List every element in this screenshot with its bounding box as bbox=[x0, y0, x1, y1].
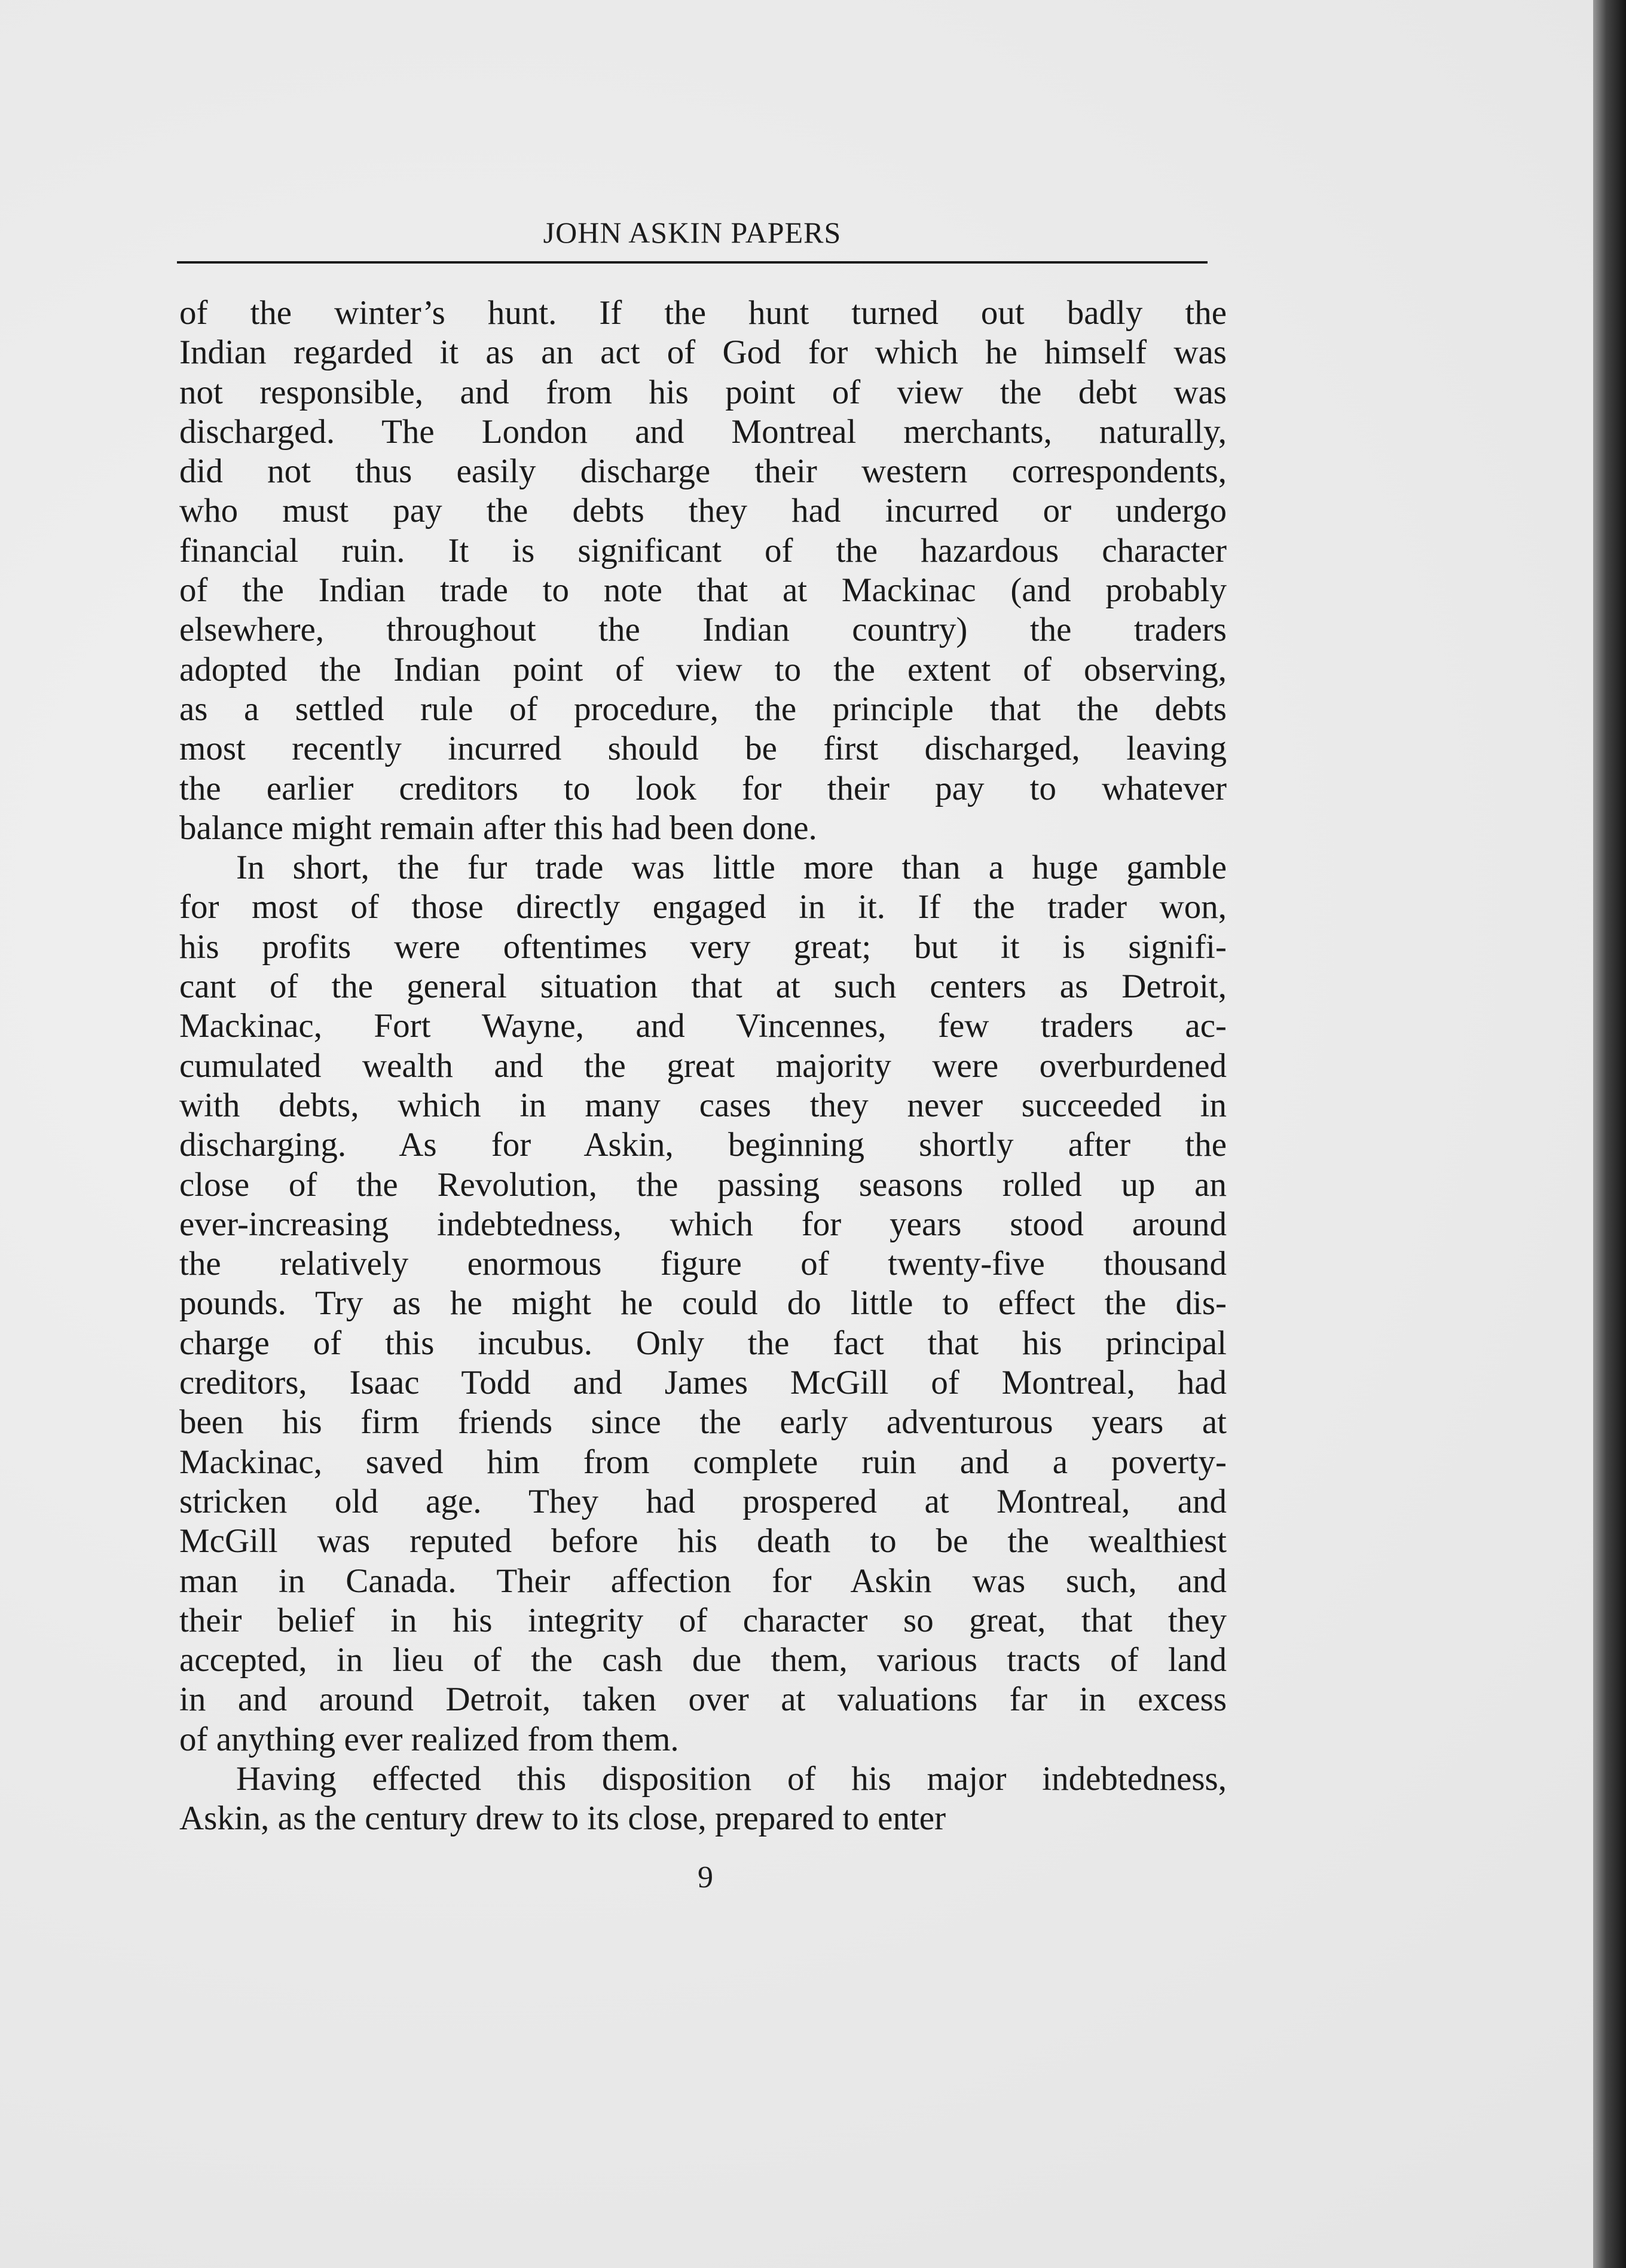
text-line: the relatively enormous figure of twenty-five thousand bbox=[179, 1245, 1227, 1283]
paragraph bbox=[179, 293, 1227, 848]
text-line: of anything ever realized from them. bbox=[179, 1720, 679, 1758]
text-line: discharging. As for Askin, beginning shortly after the bbox=[179, 1126, 1227, 1164]
text-line: adopted the Indian point of view to the extent of observing, bbox=[179, 650, 1227, 688]
text-line: been his firm friends since the early adventurous years at bbox=[179, 1403, 1227, 1441]
text-line: creditors, Isaac Todd and James McGill of Montreal, had bbox=[179, 1364, 1227, 1402]
text-line: elsewhere, throughout the Indian country) the traders bbox=[179, 611, 1227, 649]
text-line: their belief in his integrity of character so great, that they bbox=[179, 1601, 1227, 1639]
text-line: of the Indian trade to note that at Mackinac (and probably bbox=[179, 571, 1227, 610]
header-rule bbox=[177, 261, 1208, 264]
text-line: close of the Revolution, the passing seasons rolled up an bbox=[179, 1165, 1227, 1204]
text-line: in and around Detroit, taken over at valuations far in excess bbox=[179, 1681, 1227, 1719]
text-line: Mackinac, saved him from complete ruin and a poverty- bbox=[179, 1443, 1227, 1481]
text-line: of the winter’s hunt. If the hunt turned out badly the bbox=[179, 294, 1227, 332]
text-line: In short, the fur trade was little more than a huge gamble bbox=[236, 849, 1227, 887]
text-line: financial ruin. It is significant of the hazardous character bbox=[179, 531, 1227, 570]
text-line: who must pay the debts they had incurred or undergo bbox=[179, 492, 1227, 530]
text-line: ever-increasing indebtedness, which for years stood around bbox=[179, 1205, 1227, 1243]
page-number: 9 bbox=[698, 1860, 713, 1894]
text-line: for most of those directly engaged in it. If the trader won, bbox=[179, 888, 1227, 926]
running-head: JOHN ASKIN PAPERS bbox=[543, 216, 842, 249]
text-line: his profits were oftentimes very great; but it is signifi- bbox=[179, 928, 1227, 966]
paragraph bbox=[179, 848, 1227, 1759]
text-line: accepted, in lieu of the cash due them, various tracts of land bbox=[179, 1641, 1227, 1679]
page-edge-shadow bbox=[1593, 0, 1626, 2268]
text-line: as a settled rule of procedure, the principle that the debts bbox=[179, 690, 1227, 728]
text-line: cumulated wealth and the great majority were overburdened bbox=[179, 1046, 1227, 1085]
text-line: Mackinac, Fort Wayne, and Vincennes, few traders ac- bbox=[179, 1007, 1227, 1045]
text-line: the earlier creditors to look for their pay to whatever bbox=[179, 769, 1227, 807]
body-text bbox=[179, 293, 1227, 1839]
paragraph bbox=[179, 1759, 1227, 1839]
text-line: with debts, which in many cases they never succeeded in bbox=[179, 1086, 1227, 1124]
text-line: Askin, as the century drew to its close, prepared to enter bbox=[179, 1799, 946, 1838]
text-line: cant of the general situation that at such centers as Detroit, bbox=[179, 968, 1227, 1006]
text-line: balance might remain after this had been done. bbox=[179, 809, 817, 847]
text-line: stricken old age. They had prospered at Montreal, and bbox=[179, 1482, 1227, 1520]
text-line: McGill was reputed before his death to be the wealthiest bbox=[179, 1522, 1227, 1560]
text-line: discharged. The London and Montreal merchants, naturally, bbox=[179, 412, 1227, 451]
text-line: not responsible, and from his point of view the debt was bbox=[179, 373, 1227, 411]
text-line: pounds. Try as he might he could do little to effect the dis- bbox=[179, 1284, 1227, 1323]
text-line: Having effected this disposition of his major indebtedness, bbox=[236, 1759, 1227, 1798]
text-line: did not thus easily discharge their western correspondents, bbox=[179, 452, 1227, 491]
text-line: charge of this incubus. Only the fact that his principal bbox=[179, 1324, 1227, 1362]
text-line: most recently incurred should be first discharged, leaving bbox=[179, 730, 1227, 768]
text-line: man in Canada. Their affection for Askin was such, and bbox=[179, 1562, 1227, 1600]
text-line: Indian regarded it as an act of God for which he himself was bbox=[179, 333, 1227, 372]
